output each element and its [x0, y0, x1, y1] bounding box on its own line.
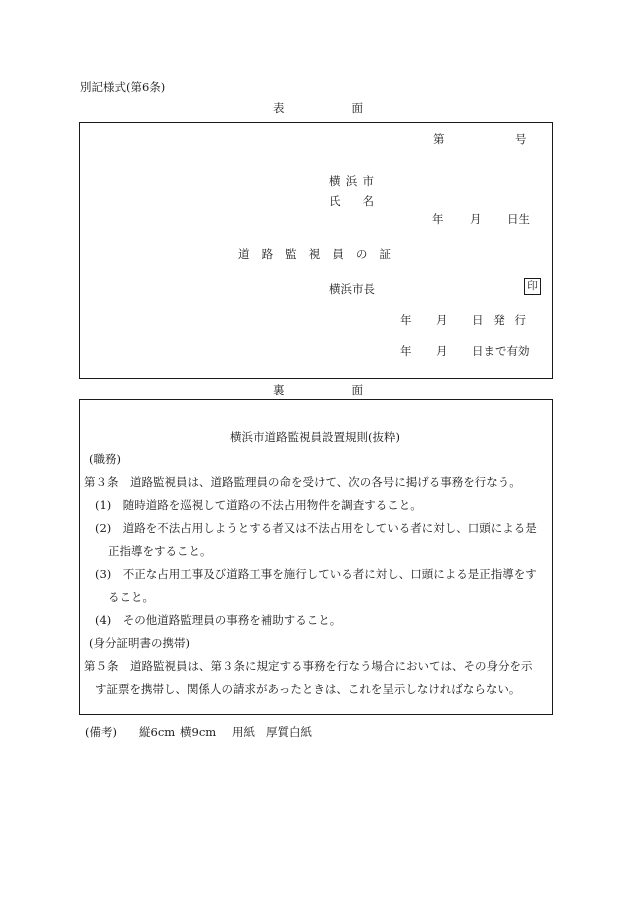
- front-title-char: 表: [273, 101, 285, 115]
- cert-char: 員: [332, 247, 344, 261]
- valid-month: 月: [436, 344, 448, 358]
- cert-char: 路: [261, 247, 274, 261]
- article-5: 第５条 道路監視員は、第３条に規定する事務を行なう場合においては、その身分を示: [84, 659, 533, 673]
- regulation-title: 横浜市道路監視員設置規則(抜粋): [230, 430, 400, 444]
- birth-year: 年: [432, 212, 444, 226]
- seal-mark: 印: [524, 278, 541, 295]
- remarks-label: (備考): [85, 725, 117, 739]
- valid-year: 年: [400, 344, 412, 358]
- issue-char: 発: [493, 313, 505, 327]
- certificate-title: [238, 246, 391, 262]
- birth-month: 月: [470, 212, 482, 226]
- city-char: 浜: [345, 174, 358, 188]
- item-4: (4) その他道路監理員の事務を補助すること。: [95, 613, 342, 627]
- cert-char: 道: [238, 247, 250, 261]
- name-char: 氏: [329, 194, 341, 208]
- item-1: (1) 随時道路を巡視して道路の不法占用物件を調査すること。: [95, 498, 422, 512]
- item-2-cont: 正指導をすること。: [108, 544, 212, 558]
- number-prefix: 第: [433, 132, 445, 146]
- remarks-paper: 厚質白紙: [266, 725, 312, 739]
- cert-char: の: [355, 247, 368, 261]
- document-label: 別記様式(第6条): [80, 80, 166, 94]
- number-suffix: 号: [515, 132, 527, 146]
- remarks-paper-label: 用紙: [232, 725, 255, 739]
- item-3: (3) 不正な占用工事及び道路工事を施行している者に対し、口頭による是正指導をす: [95, 567, 537, 581]
- valid-until: 日まで有効: [472, 344, 530, 358]
- mayor-label: 横浜市長: [329, 282, 375, 296]
- front-title-char: 面: [351, 101, 363, 115]
- back-side-title: [273, 382, 363, 398]
- heading-duties: (職務): [89, 452, 121, 466]
- name-char: 名: [362, 194, 374, 208]
- front-side-title: [273, 100, 363, 116]
- item-3-cont: ること。: [108, 590, 154, 604]
- city-label: [329, 173, 374, 189]
- cert-char: 証: [379, 247, 391, 261]
- issue-char: 行: [514, 313, 526, 327]
- name-label: [329, 193, 374, 209]
- cert-char: 視: [308, 247, 321, 261]
- back-title-char: 裏: [273, 383, 285, 397]
- remarks-width: 横9cm: [180, 725, 217, 739]
- birth-day: 日生: [507, 212, 530, 226]
- issue-year: 年: [400, 313, 412, 327]
- cert-char: 監: [285, 247, 297, 261]
- city-char: 市: [362, 174, 374, 188]
- city-char: 横: [329, 174, 341, 188]
- issue-month: 月: [436, 313, 448, 327]
- remarks-height: 縦6cm: [139, 725, 176, 739]
- issue-char: 日: [472, 313, 484, 327]
- item-2: (2) 道路を不法占用しようとする者又は不法占用をしている者に対し、口頭による是: [95, 521, 537, 535]
- heading-id-carry: (身分証明書の携帯): [89, 636, 190, 650]
- back-title-char: 面: [351, 383, 363, 397]
- article-5-cont: す証票を携帯し、関係人の請求があったときは、これを呈示しなければならない。: [95, 682, 521, 696]
- article-3: 第３条 道路監視員は、道路監理員の命を受けて、次の各号に掲げる事務を行なう。: [84, 475, 521, 489]
- issue-day: [472, 312, 526, 328]
